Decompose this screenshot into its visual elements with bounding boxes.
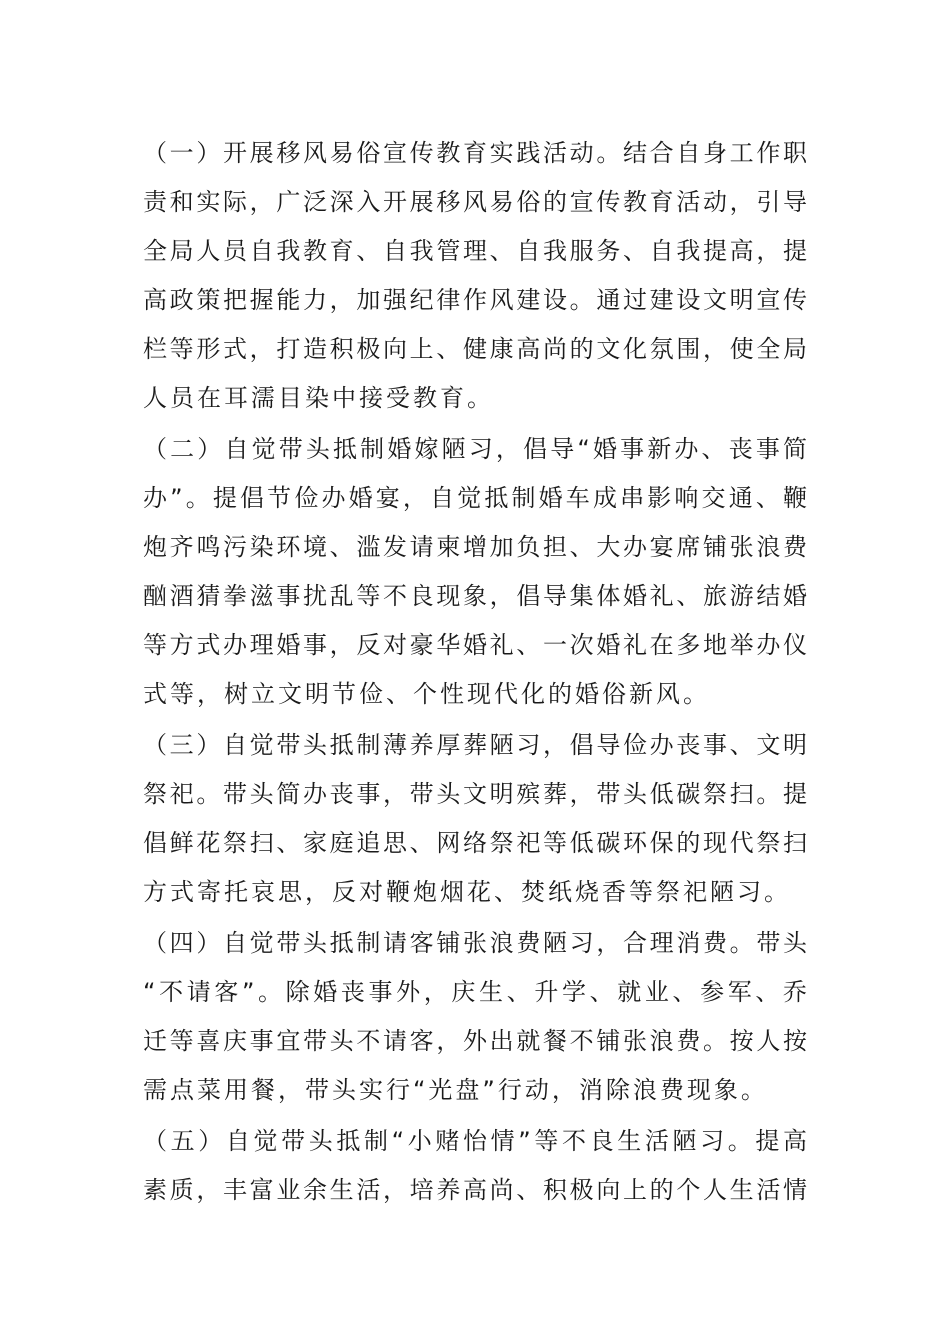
text-line: 倡鲜花祭扫、家庭追思、网络祭祀等低碳环保的现代祭扫 bbox=[143, 829, 807, 857]
text-line: “不请客”。除婚丧事外，庆生、升学、就业、参军、乔 bbox=[143, 978, 807, 1006]
text-line: 式等，树立文明节俭、个性现代化的婚俗新风。 bbox=[143, 680, 710, 708]
text-line: 责和实际，广泛深入开展移风易俗的宣传教育活动，引导 bbox=[143, 188, 807, 216]
text-line: 需点菜用餐，带头实行“光盘”行动，消除浪费现象。 bbox=[143, 1076, 768, 1104]
text-line: 祭祀。带头简办丧事，带头文明殡葬，带头低碳祭扫。提 bbox=[143, 780, 807, 808]
text-line: 炮齐鸣污染环境、滥发请柬增加负担、大办宴席铺张浪费 bbox=[143, 533, 807, 561]
text-line: 全局人员自我教育、自我管理、自我服务、自我提高，提 bbox=[143, 237, 807, 265]
text-line: 等方式办理婚事，反对豪华婚礼、一次婚礼在多地举办仪 bbox=[143, 631, 807, 659]
text-line: 方式寄托哀思，反对鞭炮烟花、焚纸烧香等祭祀陋习。 bbox=[143, 878, 791, 906]
text-line: 素质，丰富业余生活，培养高尚、积极向上的个人生活情 bbox=[143, 1176, 807, 1204]
text-line: 迁等喜庆事宜带头不请客，外出就餐不铺张浪费。按人按 bbox=[143, 1027, 807, 1055]
text-line: 高政策把握能力，加强纪律作风建设。通过建设文明宣传 bbox=[143, 286, 807, 314]
text-line: 人员在耳濡目染中接受教育。 bbox=[143, 384, 494, 412]
text-line: （五）自觉带头抵制“小赌怡情”等不良生活陋习。提高 bbox=[143, 1127, 807, 1155]
text-line: 栏等形式，打造积极向上、健康高尚的文化氛围，使全局 bbox=[143, 335, 807, 363]
text-line: （二）自觉带头抵制婚嫁陋习，倡导“婚事新办、丧事简 bbox=[143, 435, 807, 463]
text-line: （四）自觉带头抵制请客铺张浪费陋习，合理消费。带头 bbox=[143, 929, 807, 957]
text-line: 办”。提倡节俭办婚宴，自觉抵制婚车成串影响交通、鞭 bbox=[143, 484, 807, 512]
text-line: 酗酒猜拳滋事扰乱等不良现象，倡导集体婚礼、旅游结婚 bbox=[143, 582, 807, 610]
text-line: （三）自觉带头抵制薄养厚葬陋习，倡导俭办丧事、文明 bbox=[143, 731, 807, 759]
text-line: （一）开展移风易俗宣传教育实践活动。结合自身工作职 bbox=[143, 139, 807, 167]
